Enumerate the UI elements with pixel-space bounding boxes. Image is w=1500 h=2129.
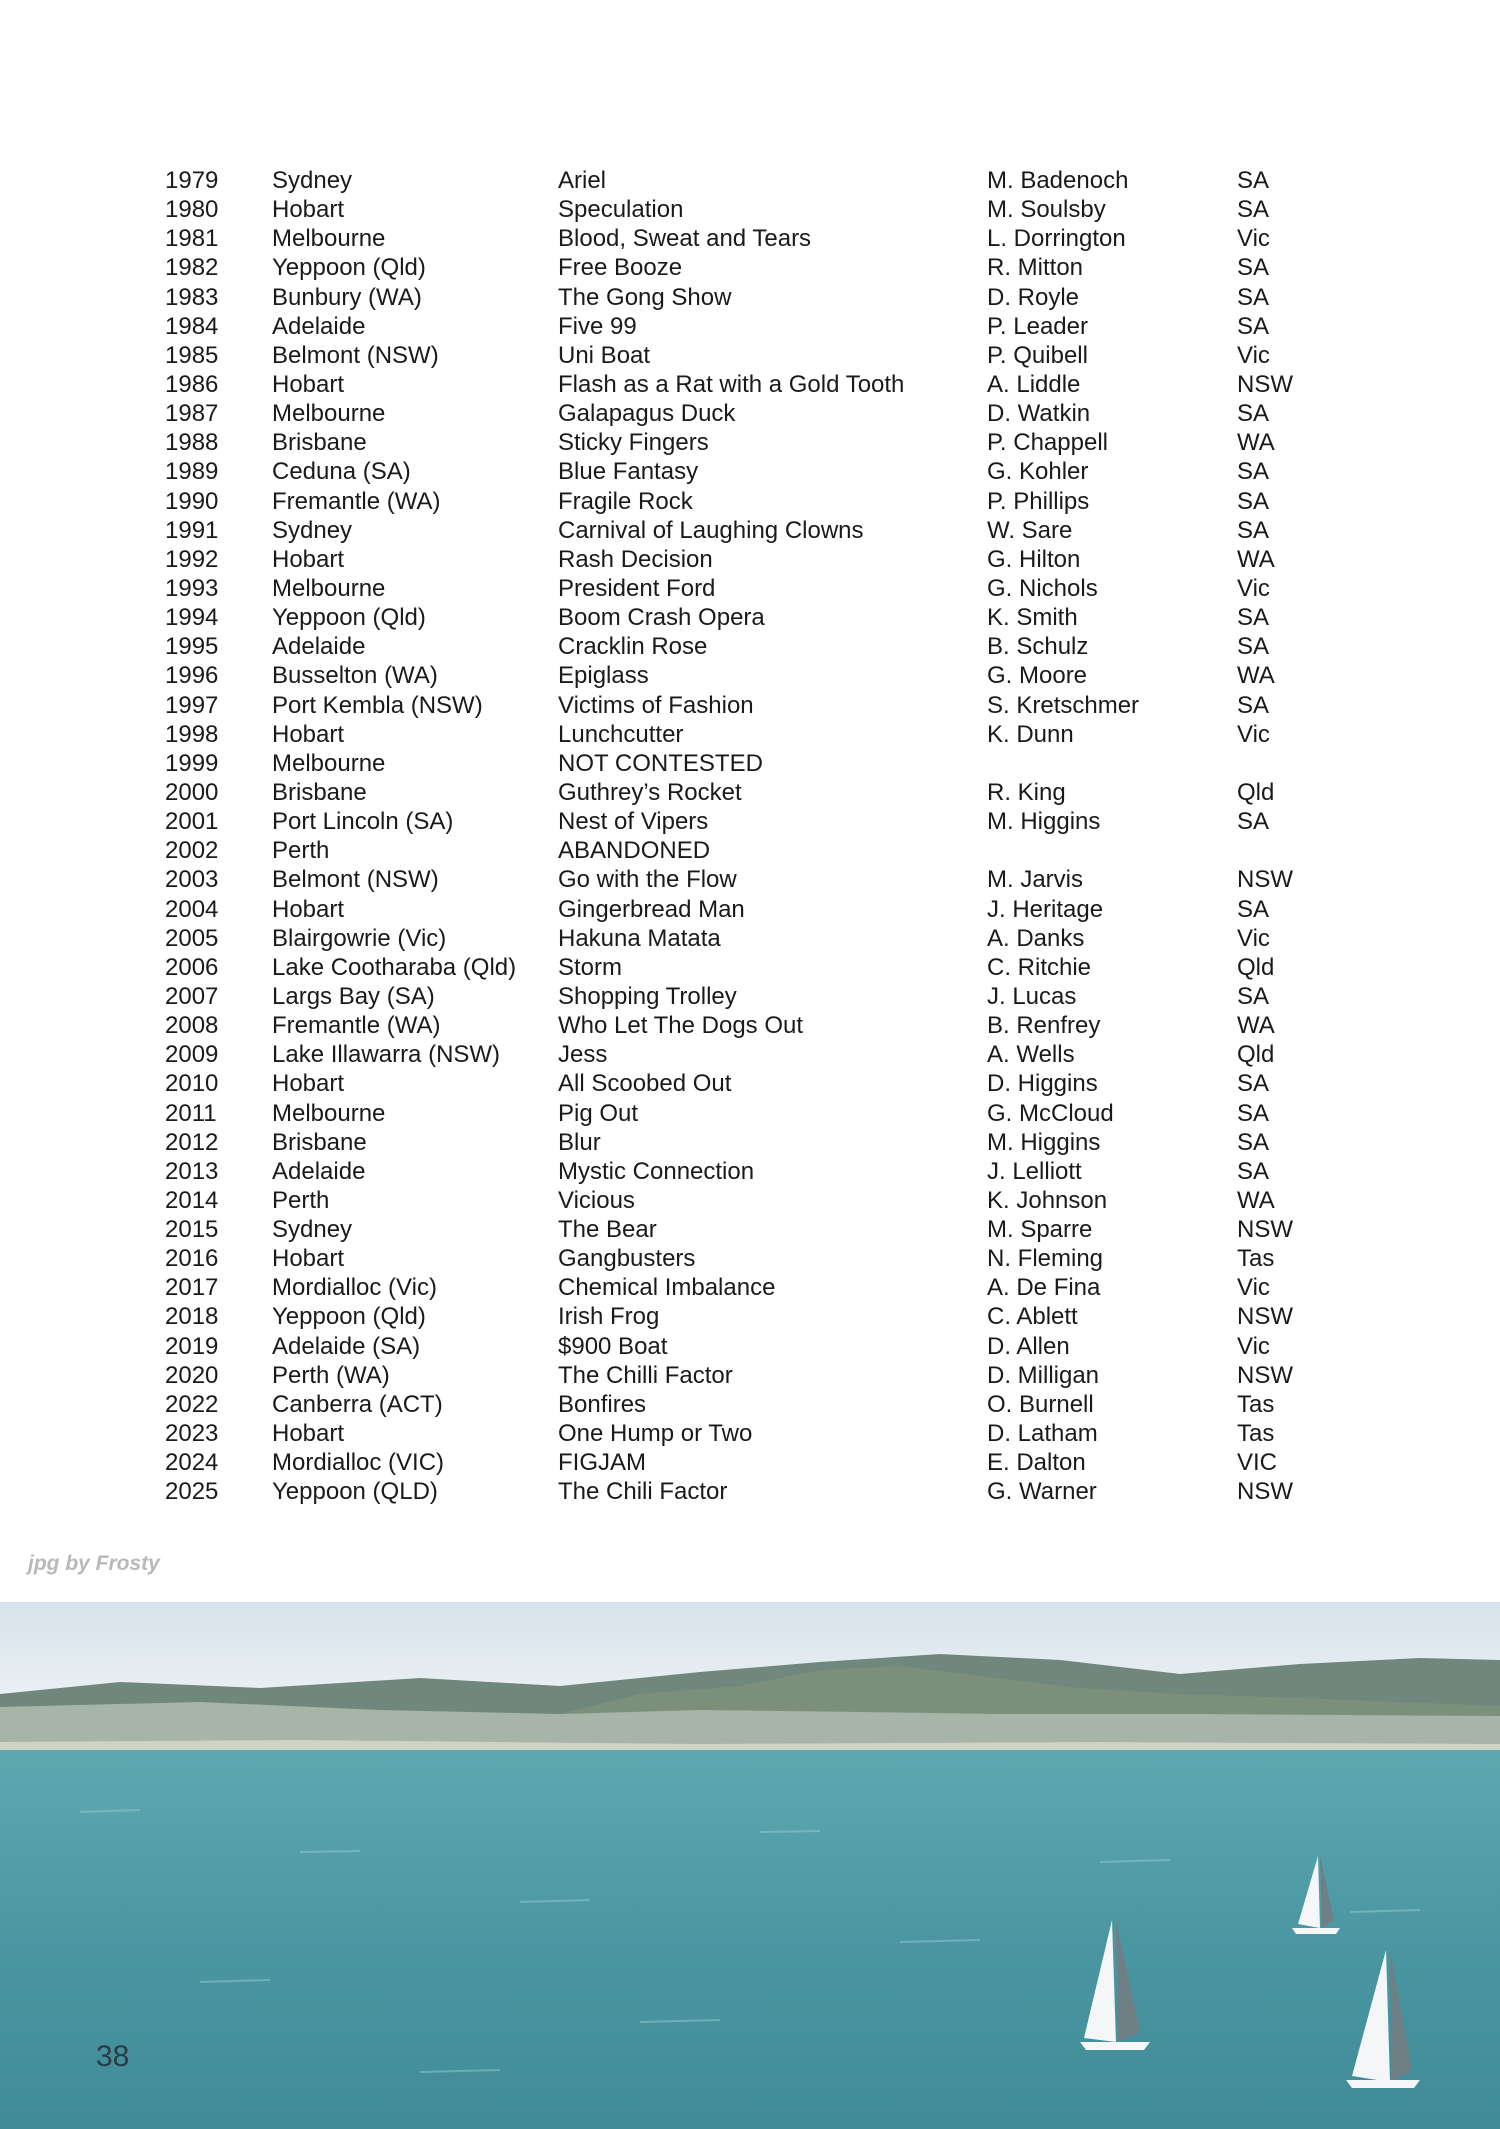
year-cell: 1997 bbox=[165, 691, 219, 719]
venue-cell: Adelaide bbox=[272, 633, 366, 661]
skipper-cell: M. Jarvis bbox=[987, 866, 1083, 894]
boat-cell: Jess bbox=[558, 1041, 608, 1069]
result-row bbox=[0, 865, 1500, 894]
state-cell: Vic bbox=[1237, 574, 1270, 602]
boat-cell: Sticky Fingers bbox=[558, 429, 709, 457]
state-cell: SA bbox=[1237, 400, 1270, 428]
skipper-cell: M. Sparre bbox=[987, 1216, 1093, 1244]
skipper-cell: J. Heritage bbox=[987, 895, 1104, 923]
skipper-cell: G. Kohler bbox=[987, 458, 1089, 486]
year-cell: 1992 bbox=[165, 545, 219, 573]
year-cell: 2008 bbox=[165, 1012, 219, 1040]
state-cell: Tas bbox=[1237, 1245, 1275, 1273]
skipper-cell: J. Lucas bbox=[987, 982, 1077, 1010]
skipper-cell: S. Kretschmer bbox=[987, 691, 1140, 719]
state-cell: NSW bbox=[1237, 1216, 1293, 1244]
boat-cell: Blood, Sweat and Tears bbox=[558, 225, 812, 253]
venue-cell: Mordialloc (Vic) bbox=[272, 1274, 437, 1302]
venue-cell: Yeppoon (QLD) bbox=[272, 1478, 438, 1506]
boat-cell: Mystic Connection bbox=[558, 1157, 755, 1185]
venue-cell: Adelaide bbox=[272, 1157, 366, 1185]
result-row bbox=[0, 1157, 1500, 1186]
boat-cell: Irish Frog bbox=[558, 1303, 660, 1331]
boat-cell: FIGJAM bbox=[558, 1449, 646, 1477]
year-cell: 2022 bbox=[165, 1390, 219, 1418]
skipper-cell: C. Ritchie bbox=[987, 953, 1092, 981]
result-row bbox=[0, 895, 1500, 924]
skipper-cell: M. Badenoch bbox=[987, 167, 1129, 194]
skipper-cell: R. Mitton bbox=[987, 254, 1084, 282]
state-cell: NSW bbox=[1237, 1478, 1293, 1506]
result-row bbox=[0, 1215, 1500, 1244]
result-row bbox=[0, 953, 1500, 982]
boat-cell: Who Let The Dogs Out bbox=[558, 1012, 804, 1040]
year-cell: 2024 bbox=[165, 1449, 219, 1477]
boat-cell: One Hump or Two bbox=[558, 1420, 753, 1448]
skipper-cell: D. Watkin bbox=[987, 400, 1091, 428]
skipper-cell: M. Higgins bbox=[987, 808, 1101, 836]
year-cell: 2012 bbox=[165, 1128, 219, 1156]
state-cell: SA bbox=[1237, 633, 1270, 661]
venue-cell: Hobart bbox=[272, 545, 345, 573]
state-cell: SA bbox=[1237, 487, 1270, 515]
skipper-cell: A. Liddle bbox=[987, 370, 1081, 398]
skipper-cell: M. Soulsby bbox=[987, 196, 1106, 224]
boat-cell: Rash Decision bbox=[558, 545, 713, 573]
skipper-cell: P. Leader bbox=[987, 312, 1088, 340]
venue-cell: Melbourne bbox=[272, 225, 386, 253]
skipper-cell: D. Higgins bbox=[987, 1070, 1098, 1098]
venue-cell: Canberra (ACT) bbox=[272, 1390, 443, 1418]
boat-cell: President Ford bbox=[558, 574, 716, 602]
venue-cell: Belmont (NSW) bbox=[272, 866, 439, 894]
year-cell: 1987 bbox=[165, 400, 219, 428]
results-table bbox=[0, 166, 1500, 1506]
state-cell: NSW bbox=[1237, 370, 1293, 398]
year-cell: 1982 bbox=[165, 254, 219, 282]
boat-cell: Pig Out bbox=[558, 1099, 639, 1127]
skipper-cell: C. Ablett bbox=[987, 1303, 1078, 1331]
state-cell: SA bbox=[1237, 1070, 1270, 1098]
state-cell: WA bbox=[1237, 429, 1275, 457]
skipper-cell: P. Chappell bbox=[987, 429, 1108, 457]
boat-cell: Free Booze bbox=[558, 254, 683, 282]
result-row bbox=[0, 166, 1500, 195]
state-cell: NSW bbox=[1237, 1361, 1293, 1389]
year-cell: 2006 bbox=[165, 953, 219, 981]
venue-cell: Hobart bbox=[272, 370, 345, 398]
sea bbox=[0, 1750, 1500, 2129]
year-cell: 1995 bbox=[165, 633, 219, 661]
skipper-cell: B. Schulz bbox=[987, 633, 1089, 661]
result-row bbox=[0, 1390, 1500, 1419]
year-cell: 1999 bbox=[165, 749, 219, 777]
result-row bbox=[0, 283, 1500, 312]
skipper-cell: G. Warner bbox=[987, 1478, 1097, 1506]
boat-cell: Carnival of Laughing Clowns bbox=[558, 516, 864, 544]
skipper-cell: W. Sare bbox=[987, 516, 1073, 544]
year-cell: 2015 bbox=[165, 1216, 219, 1244]
year-cell: 1980 bbox=[165, 196, 219, 224]
state-cell: SA bbox=[1237, 895, 1270, 923]
result-row bbox=[0, 253, 1500, 282]
skipper-cell: D. Milligan bbox=[987, 1361, 1100, 1389]
boat-cell: The Bear bbox=[558, 1216, 657, 1244]
year-cell: 2018 bbox=[165, 1303, 219, 1331]
venue-cell: Port Kembla (NSW) bbox=[272, 691, 483, 719]
result-row bbox=[0, 1186, 1500, 1215]
boat-cell: Nest of Vipers bbox=[558, 808, 709, 836]
skipper-cell: G. Moore bbox=[987, 662, 1088, 690]
venue-cell: Sydney bbox=[272, 516, 353, 544]
venue-cell: Sydney bbox=[272, 1216, 353, 1244]
result-row bbox=[0, 516, 1500, 545]
boat-cell: Hakuna Matata bbox=[558, 924, 721, 952]
state-cell: NSW bbox=[1237, 866, 1293, 894]
result-row bbox=[0, 1448, 1500, 1477]
boat-cell: Epiglass bbox=[558, 662, 649, 690]
skipper-cell: D. Royle bbox=[987, 283, 1080, 311]
year-cell: 1996 bbox=[165, 662, 219, 690]
result-row bbox=[0, 1477, 1500, 1506]
boat-cell: Speculation bbox=[558, 196, 684, 224]
venue-cell: Yeppoon (Qld) bbox=[272, 1303, 426, 1331]
venue-cell: Bunbury (WA) bbox=[272, 283, 422, 311]
venue-cell: Yeppoon (Qld) bbox=[272, 604, 426, 632]
year-cell: 1981 bbox=[165, 225, 219, 253]
skipper-cell: O. Burnell bbox=[987, 1390, 1094, 1418]
result-row bbox=[0, 312, 1500, 341]
skipper-cell: G. McCloud bbox=[987, 1099, 1114, 1127]
year-cell: 2014 bbox=[165, 1186, 219, 1214]
result-row bbox=[0, 487, 1500, 516]
result-row bbox=[0, 924, 1500, 953]
boat-cell: Boom Crash Opera bbox=[558, 604, 765, 632]
skipper-cell: N. Fleming bbox=[987, 1245, 1104, 1273]
venue-cell: Blairgowrie (Vic) bbox=[272, 924, 447, 952]
result-row bbox=[0, 370, 1500, 399]
skipper-cell: K. Smith bbox=[987, 604, 1078, 632]
year-cell: 1993 bbox=[165, 574, 219, 602]
year-cell: 1998 bbox=[165, 720, 219, 748]
venue-cell: Sydney bbox=[272, 167, 353, 194]
result-row bbox=[0, 1332, 1500, 1361]
harbour-photo bbox=[0, 1602, 1500, 2129]
boat-cell: Fragile Rock bbox=[558, 487, 693, 515]
result-row bbox=[0, 574, 1500, 603]
venue-cell: Brisbane bbox=[272, 1128, 367, 1156]
boat-cell: The Chilli Factor bbox=[558, 1361, 733, 1389]
year-cell: 1984 bbox=[165, 312, 219, 340]
venue-cell: Fremantle (WA) bbox=[272, 1012, 441, 1040]
boat-cell: Blue Fantasy bbox=[558, 458, 699, 486]
year-cell: 2019 bbox=[165, 1332, 219, 1360]
skipper-cell: D. Latham bbox=[987, 1420, 1098, 1448]
skipper-cell: P. Quibell bbox=[987, 341, 1088, 369]
year-cell: 2005 bbox=[165, 924, 219, 952]
skipper-cell: K. Johnson bbox=[987, 1186, 1108, 1214]
year-cell: 2001 bbox=[165, 808, 219, 836]
result-row bbox=[0, 399, 1500, 428]
result-row bbox=[0, 720, 1500, 749]
boat-cell: Galapagus Duck bbox=[558, 400, 736, 428]
state-cell: Vic bbox=[1237, 341, 1270, 369]
venue-cell: Yeppoon (Qld) bbox=[272, 254, 426, 282]
state-cell: WA bbox=[1237, 545, 1275, 573]
venue-cell: Perth (WA) bbox=[272, 1361, 390, 1389]
venue-cell: Hobart bbox=[272, 720, 345, 748]
venue-cell: Brisbane bbox=[272, 778, 367, 806]
year-cell: 1990 bbox=[165, 487, 219, 515]
year-cell: 2011 bbox=[165, 1099, 217, 1127]
state-cell: SA bbox=[1237, 312, 1270, 340]
result-row bbox=[0, 661, 1500, 690]
boat-cell: Lunchcutter bbox=[558, 720, 684, 748]
result-row bbox=[0, 1099, 1500, 1128]
venue-cell: Perth bbox=[272, 837, 330, 865]
boat-cell: Go with the Flow bbox=[558, 866, 737, 894]
result-row bbox=[0, 632, 1500, 661]
boat-cell: Victims of Fashion bbox=[558, 691, 754, 719]
venue-cell: Fremantle (WA) bbox=[272, 487, 441, 515]
year-cell: 2010 bbox=[165, 1070, 219, 1098]
boat-cell: Flash as a Rat with a Gold Tooth bbox=[558, 370, 905, 398]
result-row bbox=[0, 1128, 1500, 1157]
venue-cell: Hobart bbox=[272, 1070, 345, 1098]
boat-cell: $900 Boat bbox=[558, 1332, 668, 1360]
year-cell: 2020 bbox=[165, 1361, 219, 1389]
boat-cell: Bonfires bbox=[558, 1390, 647, 1418]
venue-cell: Port Lincoln (SA) bbox=[272, 808, 454, 836]
boat-cell: The Gong Show bbox=[558, 283, 732, 311]
state-cell: SA bbox=[1237, 808, 1270, 836]
state-cell: SA bbox=[1237, 691, 1270, 719]
result-row bbox=[0, 603, 1500, 632]
year-cell: 1991 bbox=[165, 516, 219, 544]
boat-cell: Ariel bbox=[558, 167, 607, 194]
year-cell: 2017 bbox=[165, 1274, 219, 1302]
year-cell: 1979 bbox=[165, 167, 219, 194]
venue-cell: Hobart bbox=[272, 895, 345, 923]
skipper-cell: D. Allen bbox=[987, 1332, 1070, 1360]
boat-cell: Cracklin Rose bbox=[558, 633, 708, 661]
result-row bbox=[0, 341, 1500, 370]
page-number: 38 bbox=[96, 2040, 130, 2073]
state-cell: SA bbox=[1237, 1157, 1270, 1185]
year-cell: 2013 bbox=[165, 1157, 219, 1185]
boat-cell: ABANDONED bbox=[558, 837, 711, 865]
year-cell: 1986 bbox=[165, 370, 219, 398]
year-cell: 2016 bbox=[165, 1245, 219, 1273]
state-cell: WA bbox=[1237, 1186, 1275, 1214]
result-row bbox=[0, 1069, 1500, 1098]
state-cell: Vic bbox=[1237, 1274, 1270, 1302]
state-cell: Qld bbox=[1237, 1041, 1275, 1069]
result-row bbox=[0, 749, 1500, 778]
year-cell: 1989 bbox=[165, 458, 219, 486]
year-cell: 2003 bbox=[165, 866, 219, 894]
venue-cell: Mordialloc (VIC) bbox=[272, 1449, 445, 1477]
skipper-cell: A. De Fina bbox=[987, 1274, 1101, 1302]
state-cell: Vic bbox=[1237, 1332, 1270, 1360]
boat-cell: Gangbusters bbox=[558, 1245, 696, 1273]
boat-cell: Five 99 bbox=[558, 312, 637, 340]
boat-cell: Blur bbox=[558, 1128, 601, 1156]
skipper-cell: A. Danks bbox=[987, 924, 1085, 952]
result-row bbox=[0, 982, 1500, 1011]
venue-cell: Melbourne bbox=[272, 1099, 386, 1127]
skipper-cell: M. Higgins bbox=[987, 1128, 1101, 1156]
year-cell: 2009 bbox=[165, 1041, 219, 1069]
skipper-cell: K. Dunn bbox=[987, 720, 1074, 748]
skipper-cell: B. Renfrey bbox=[987, 1012, 1101, 1040]
result-row bbox=[0, 1273, 1500, 1302]
venue-cell: Busselton (WA) bbox=[272, 662, 438, 690]
state-cell: SA bbox=[1237, 1128, 1270, 1156]
state-cell: SA bbox=[1237, 283, 1270, 311]
boat-cell: NOT CONTESTED bbox=[558, 749, 763, 777]
venue-cell: Adelaide bbox=[272, 312, 366, 340]
state-cell: WA bbox=[1237, 662, 1275, 690]
boat-cell: Shopping Trolley bbox=[558, 982, 737, 1010]
state-cell: SA bbox=[1237, 1099, 1270, 1127]
result-row bbox=[0, 1040, 1500, 1069]
state-cell: VIC bbox=[1237, 1449, 1278, 1477]
result-row bbox=[0, 1361, 1500, 1390]
venue-cell: Perth bbox=[272, 1186, 330, 1214]
result-row bbox=[0, 428, 1500, 457]
skipper-cell: G. Nichols bbox=[987, 574, 1098, 602]
skipper-cell: E. Dalton bbox=[987, 1449, 1086, 1477]
boat-cell: Storm bbox=[558, 953, 623, 981]
year-cell: 2004 bbox=[165, 895, 219, 923]
state-cell: WA bbox=[1237, 1012, 1275, 1040]
state-cell: SA bbox=[1237, 254, 1270, 282]
year-cell: 2025 bbox=[165, 1478, 219, 1506]
year-cell: 1983 bbox=[165, 283, 219, 311]
venue-cell: Melbourne bbox=[272, 749, 386, 777]
result-row bbox=[0, 195, 1500, 224]
state-cell: SA bbox=[1237, 516, 1270, 544]
year-cell: 1988 bbox=[165, 429, 219, 457]
venue-cell: Lake Illawarra (NSW) bbox=[272, 1041, 501, 1069]
venue-cell: Hobart bbox=[272, 1245, 345, 1273]
year-cell: 1985 bbox=[165, 341, 219, 369]
result-row bbox=[0, 807, 1500, 836]
skipper-cell: J. Lelliott bbox=[987, 1157, 1082, 1185]
result-row bbox=[0, 457, 1500, 486]
result-row bbox=[0, 1419, 1500, 1448]
venue-cell: Largs Bay (SA) bbox=[272, 982, 435, 1010]
state-cell: SA bbox=[1237, 196, 1270, 224]
skipper-cell: G. Hilton bbox=[987, 545, 1081, 573]
venue-cell: Hobart bbox=[272, 196, 345, 224]
result-row bbox=[0, 1244, 1500, 1273]
boat-cell: All Scoobed Out bbox=[558, 1070, 732, 1098]
year-cell: 2023 bbox=[165, 1420, 219, 1448]
year-cell: 2000 bbox=[165, 778, 219, 806]
state-cell: Qld bbox=[1237, 778, 1275, 806]
boat-cell: Chemical Imbalance bbox=[558, 1274, 776, 1302]
venue-cell: Adelaide (SA) bbox=[272, 1332, 421, 1360]
state-cell: SA bbox=[1237, 167, 1270, 194]
state-cell: SA bbox=[1237, 458, 1270, 486]
year-cell: 2002 bbox=[165, 837, 219, 865]
boat-cell: The Chili Factor bbox=[558, 1478, 728, 1506]
result-row bbox=[0, 778, 1500, 807]
state-cell: Vic bbox=[1237, 924, 1270, 952]
skipper-cell: R. King bbox=[987, 778, 1066, 806]
state-cell: NSW bbox=[1237, 1303, 1293, 1331]
state-cell: Tas bbox=[1237, 1390, 1275, 1418]
venue-cell: Ceduna (SA) bbox=[272, 458, 411, 486]
venue-cell: Belmont (NSW) bbox=[272, 341, 439, 369]
result-row bbox=[0, 1011, 1500, 1040]
boat-cell: Uni Boat bbox=[558, 341, 651, 369]
year-cell: 2007 bbox=[165, 982, 219, 1010]
result-row bbox=[0, 545, 1500, 574]
venue-cell: Melbourne bbox=[272, 400, 386, 428]
skipper-cell: A. Wells bbox=[987, 1041, 1075, 1069]
boat-cell: Guthrey’s Rocket bbox=[558, 778, 742, 806]
skipper-cell: L. Dorrington bbox=[987, 225, 1126, 253]
venue-cell: Brisbane bbox=[272, 429, 367, 457]
result-row bbox=[0, 836, 1500, 865]
boat-cell: Gingerbread Man bbox=[558, 895, 745, 923]
boat-cell: Vicious bbox=[558, 1186, 635, 1214]
skipper-cell: P. Phillips bbox=[987, 487, 1090, 515]
year-cell: 1994 bbox=[165, 604, 219, 632]
state-cell: SA bbox=[1237, 982, 1270, 1010]
state-cell: Tas bbox=[1237, 1420, 1275, 1448]
state-cell: Qld bbox=[1237, 953, 1275, 981]
venue-cell: Lake Cootharaba (Qld) bbox=[272, 953, 517, 981]
photo-credit: jpg by Frosty bbox=[28, 1552, 160, 1575]
venue-cell: Hobart bbox=[272, 1420, 345, 1448]
state-cell: SA bbox=[1237, 604, 1270, 632]
result-row bbox=[0, 691, 1500, 720]
result-row bbox=[0, 224, 1500, 253]
venue-cell: Melbourne bbox=[272, 574, 386, 602]
state-cell: Vic bbox=[1237, 225, 1270, 253]
state-cell: Vic bbox=[1237, 720, 1270, 748]
result-row bbox=[0, 1302, 1500, 1331]
